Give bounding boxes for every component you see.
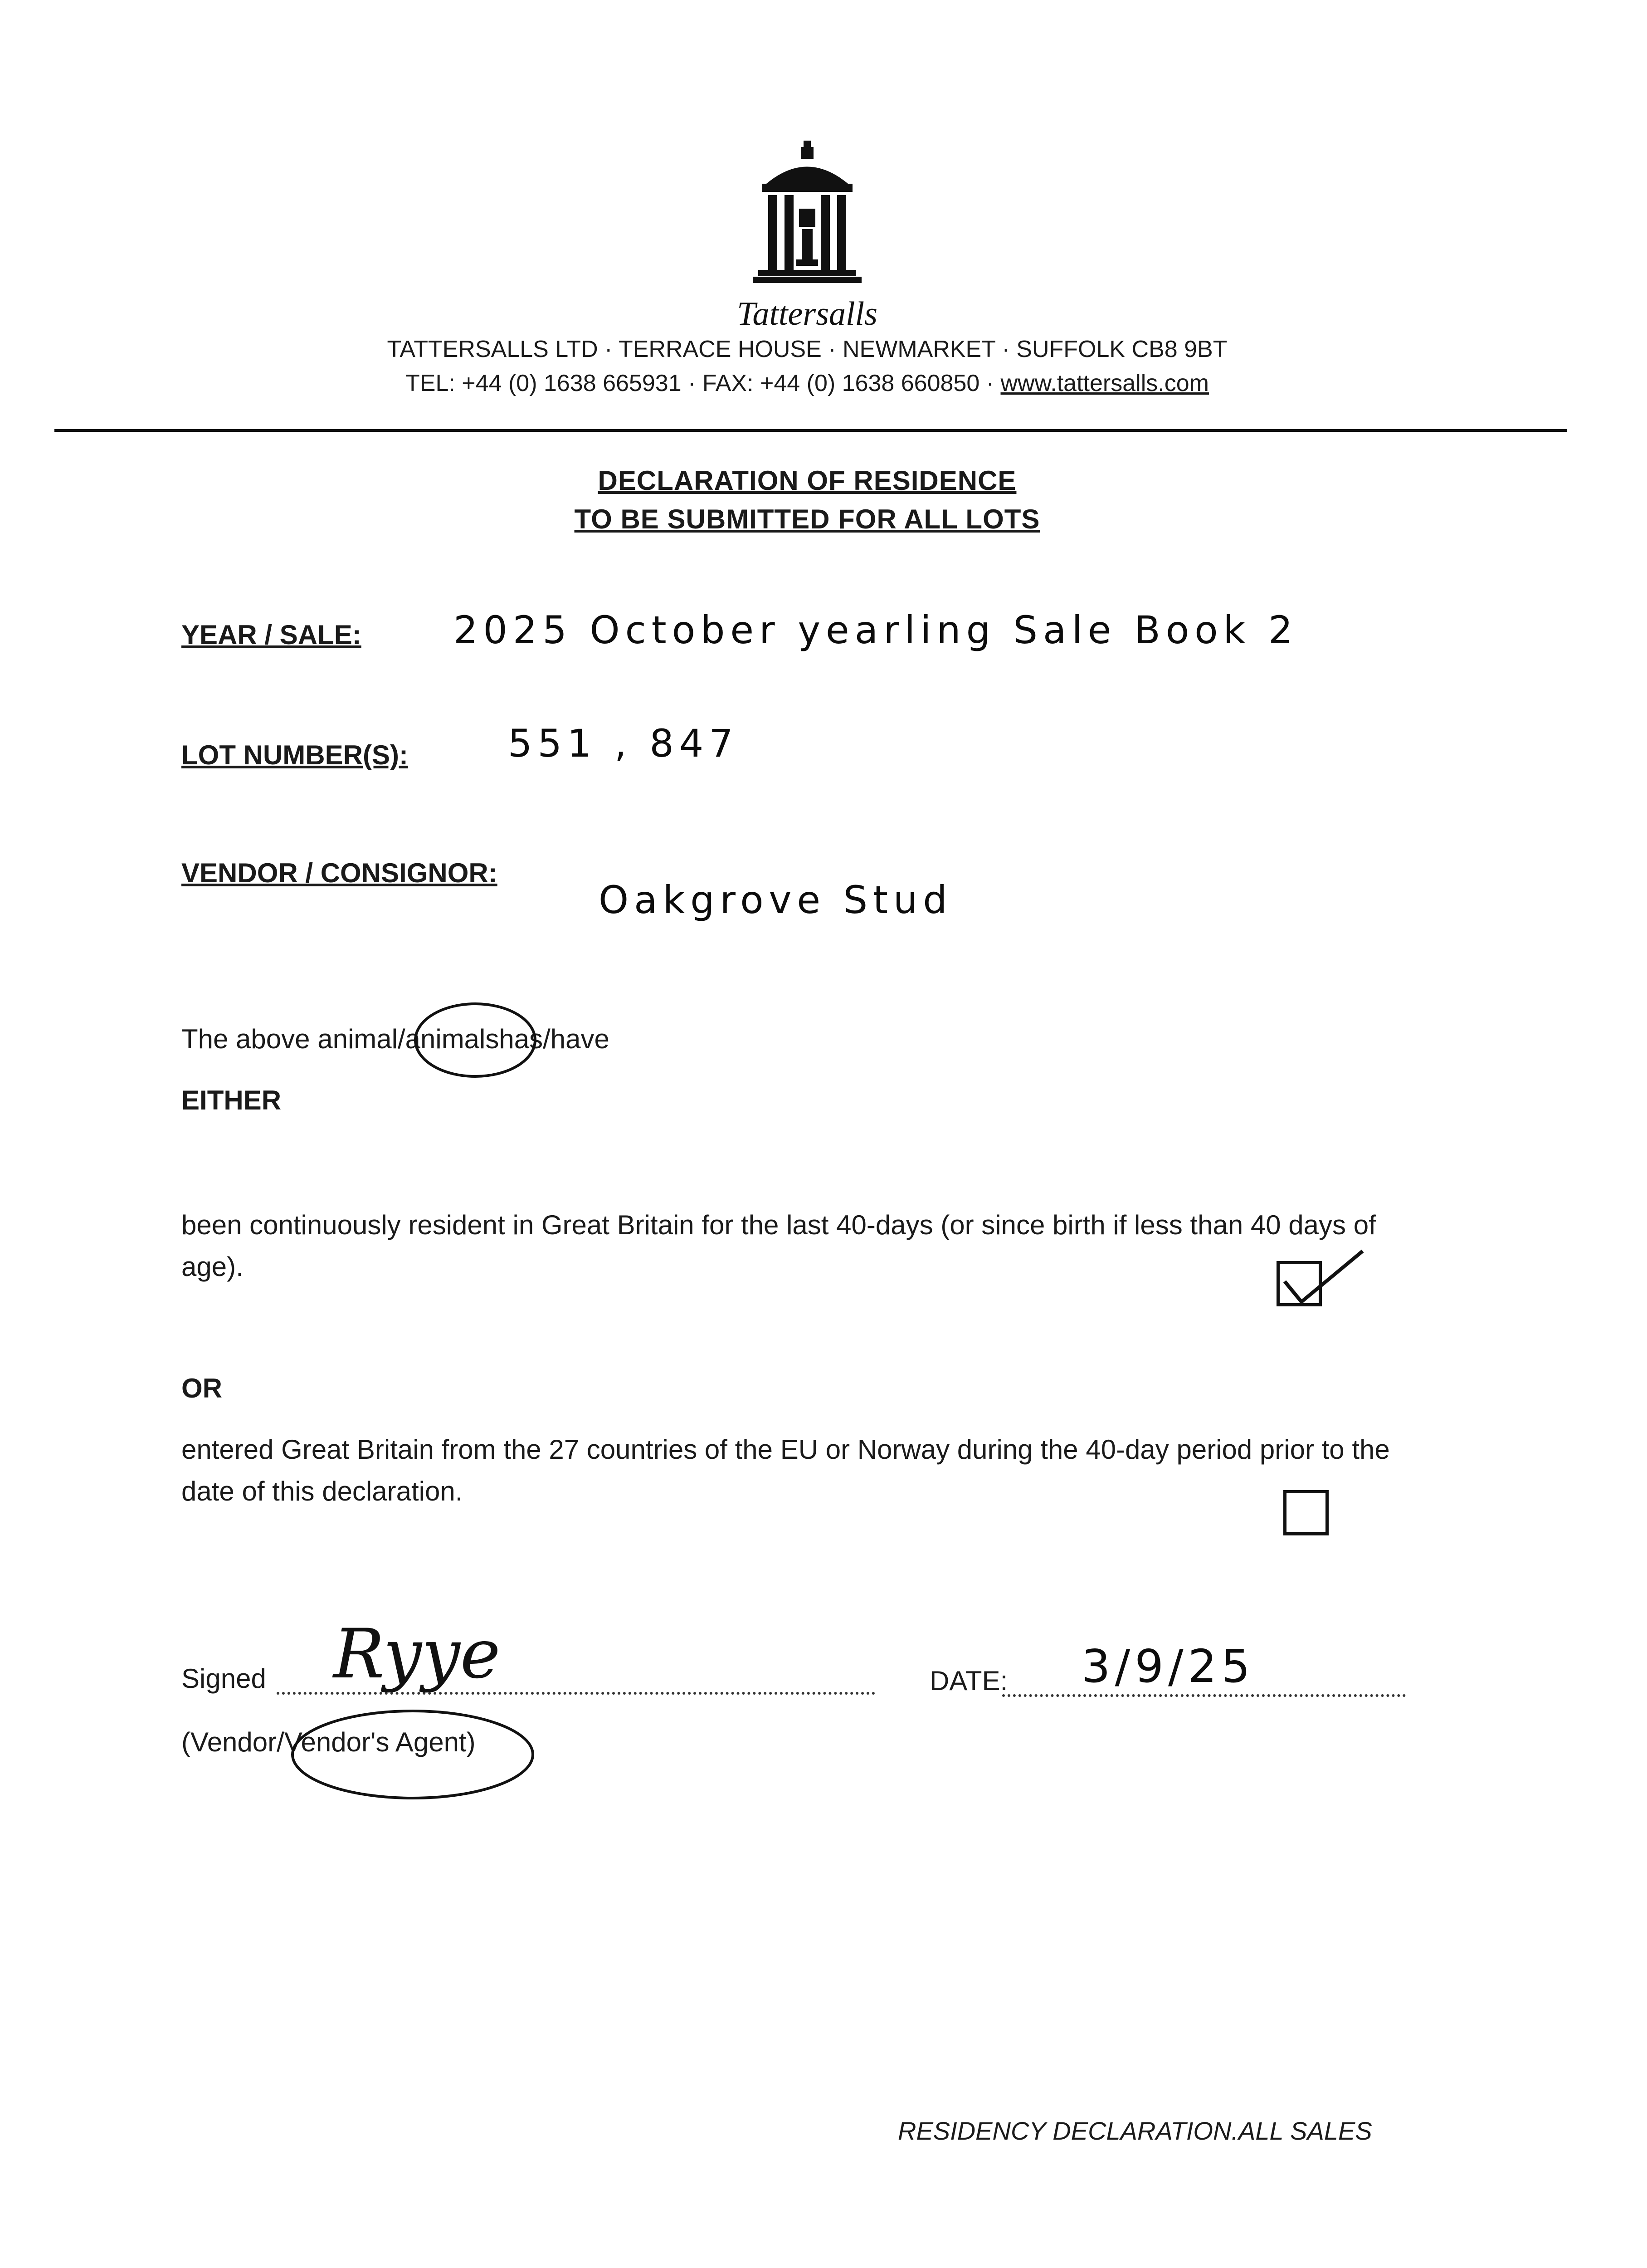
year-sale-value[interactable]: 2025 October yearling Sale Book 2 (453, 608, 1298, 652)
lot-numbers-value[interactable]: 551 , 847 (508, 721, 739, 766)
intro-circled: animals (405, 1024, 499, 1054)
form-subtitle: TO BE SUBMITTED FOR ALL LOTS (574, 504, 1040, 534)
brand-name: Tattersalls (737, 295, 877, 332)
vendors-agent-circle-mark (286, 1706, 540, 1810)
or-heading: OR (181, 1373, 222, 1403)
lot-numbers-label: LOT NUMBER(S): (181, 740, 408, 770)
option2-checkbox[interactable] (1283, 1490, 1329, 1535)
website-link[interactable]: www.tattersalls.com (1000, 370, 1209, 396)
either-heading: EITHER (181, 1085, 282, 1115)
handwritten-signature[interactable]: Ryye (333, 1615, 501, 1694)
role-circled: Vendor's Agent) (284, 1727, 476, 1757)
header-divider (54, 429, 1567, 432)
contact-line (272, 370, 1342, 397)
company-address: TATTERSALLS LTD · TERRACE HOUSE · NEWMARKET · SUFFOLK CB8 9BT (387, 336, 1228, 362)
tattersalls-rotunda-icon (748, 141, 866, 295)
option2-text: entered Great Britain from the 27 countries of the EU or Norway during the 40-day period prior to the date of this declaration. (181, 1434, 1390, 1506)
vendor-value[interactable]: Oakgrove Stud (599, 878, 953, 922)
intro-line (181, 1018, 1433, 1060)
footer-form-name: RESIDENCY DECLARATION.ALL SALES (898, 2116, 1372, 2145)
role-before: (Vendor/ (181, 1727, 284, 1757)
option1-text: been continuously resident in Great Britain for the last 40-days (or since birth if less than 40 days of age). (181, 1210, 1376, 1282)
form-title: DECLARATION OF RESIDENCE (598, 465, 1017, 496)
year-sale-label: YEAR / SALE: (181, 620, 361, 650)
date-value[interactable]: 3/9/25 (1082, 1640, 1255, 1693)
checkmark-icon (1281, 1238, 1372, 1311)
date-label: DATE: (930, 1666, 1008, 1696)
phone-fax: TEL: +44 (0) 1638 665931 · FAX: +44 (0) 1638 660850 · (405, 370, 1001, 396)
intro-after: has/have (499, 1024, 609, 1054)
signed-label: Signed (181, 1663, 266, 1694)
date-line (1002, 1694, 1406, 1697)
animals-circle-mark (410, 1000, 542, 1086)
intro-before: The above animal/ (181, 1024, 405, 1054)
vendor-label: VENDOR / CONSIGNOR: (181, 858, 497, 888)
